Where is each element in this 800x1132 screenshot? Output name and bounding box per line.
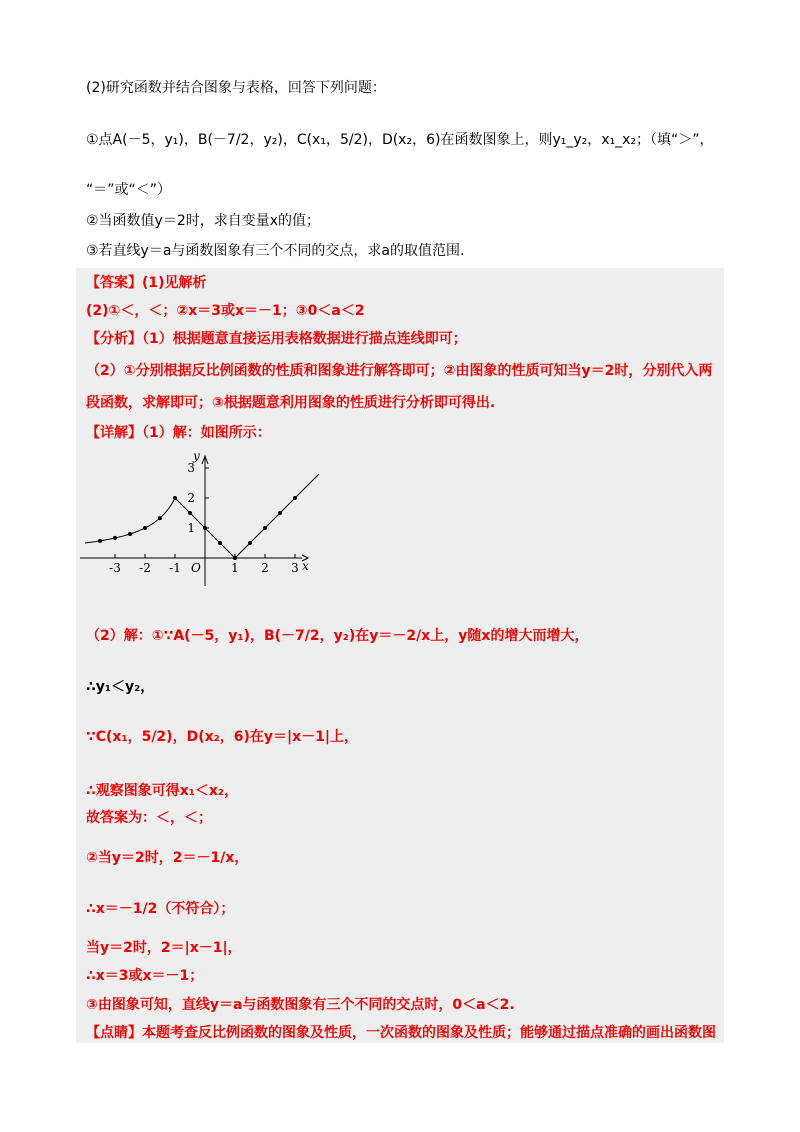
analysis-line2: （2）①分别根据反比例函数的性质和图象进行解答即可；②由图象的性质可知当y＝2时，分别代入两 — [86, 363, 713, 379]
answer-panel — [76, 268, 724, 1043]
plot-point — [278, 511, 282, 515]
x-tick-label: 1 — [231, 561, 239, 575]
detail-label: 【详解】（1）解：如图所示： — [86, 425, 271, 441]
plot-point — [248, 541, 252, 545]
plot-point — [188, 511, 192, 515]
plot-point — [218, 541, 222, 545]
y-tick-label: 1 — [187, 521, 195, 535]
plot-point — [158, 516, 162, 520]
detail-step7: ∴x＝－1/2（不符合）； — [86, 901, 235, 917]
x-tick-label: 3 — [291, 561, 299, 575]
question-item2: ②当函数值y＝2时，求自变量x的值； — [86, 213, 321, 229]
detail-step6: ②当y＝2时，2＝－1/x， — [86, 850, 249, 866]
plot-point — [233, 556, 237, 560]
detail-step4: ∴观察图象可得x₁＜x₂， — [86, 783, 239, 799]
analysis-line3: 段函数，求解即可；③根据题意利用图象的性质进行分析即可得出. — [86, 395, 496, 411]
plot-point — [173, 496, 177, 500]
y-tick-label: 3 — [187, 461, 195, 475]
x-tick-label: -2 — [139, 561, 151, 575]
detail-step2: ∴y₁＜y₂， — [86, 679, 155, 695]
plot-point — [263, 526, 267, 530]
question-part2-intro: (2)研究函数并结合图象与表格，回答下列问题： — [86, 80, 386, 96]
question-item3: ③若直线y＝a与函数图象有三个不同的交点，求a的取值范围. — [86, 243, 465, 259]
question-item1-cont: “＝”或“＜”） — [86, 182, 172, 198]
detail-step10: ③由图象可知，直线y＝a与函数图象有三个不同的交点时，0＜a＜2. — [86, 997, 515, 1013]
detail-step3: ∵C(x₁，5/2)，D(x₂，6)在y＝|x－1|上， — [86, 729, 359, 745]
plot-point — [293, 496, 297, 500]
abs-value-line — [175, 474, 319, 558]
detail-step9: ∴x＝3或x＝－1； — [86, 968, 204, 984]
detail-step1: （2）解：①∵A(－5，y₁)，B(－7/2，y₂)在y＝－2/x上，y随x的增大而增大， — [86, 628, 589, 644]
y-axis-label: y — [193, 449, 200, 463]
analysis-label: 【分析】（1）根据题意直接运用表格数据进行描点连线即可； — [86, 331, 467, 347]
answer-label: 【答案】(1)见解析 — [86, 275, 207, 291]
origin-label: O — [191, 561, 201, 575]
plot-point — [113, 536, 117, 540]
detail-step5: 故答案为：＜，＜； — [86, 810, 212, 826]
x-axis-label: x — [302, 559, 309, 573]
plot-point — [143, 526, 147, 530]
x-tick-label: -1 — [169, 561, 181, 575]
function-graph — [80, 448, 320, 588]
detail-step8: 当y＝2时，2＝|x－1|， — [86, 940, 242, 956]
plot-point — [98, 539, 102, 543]
y-tick-label: 2 — [187, 491, 195, 505]
plot-point — [128, 532, 132, 536]
x-tick-label: 2 — [261, 561, 269, 575]
hyperbola-branch — [85, 498, 175, 543]
x-tick-label: -3 — [109, 561, 121, 575]
question-item1: ①点A(－5，y₁)，B(－7/2，y₂)，C(x₁，5/2)，D(x₂，6)在函数图象上，则y₁_y₂，x₁_x₂；（填“＞”， — [86, 132, 714, 148]
answer-part2: (2)①＜，＜；②x＝3或x＝－1；③0＜a＜2 — [86, 303, 365, 319]
plot-point — [203, 526, 207, 530]
detail-remark: 【点睛】本题考查反比例函数的图象及性质，一次函数的图象及性质；能够通过描点准确的画出函数图 — [86, 1025, 716, 1041]
